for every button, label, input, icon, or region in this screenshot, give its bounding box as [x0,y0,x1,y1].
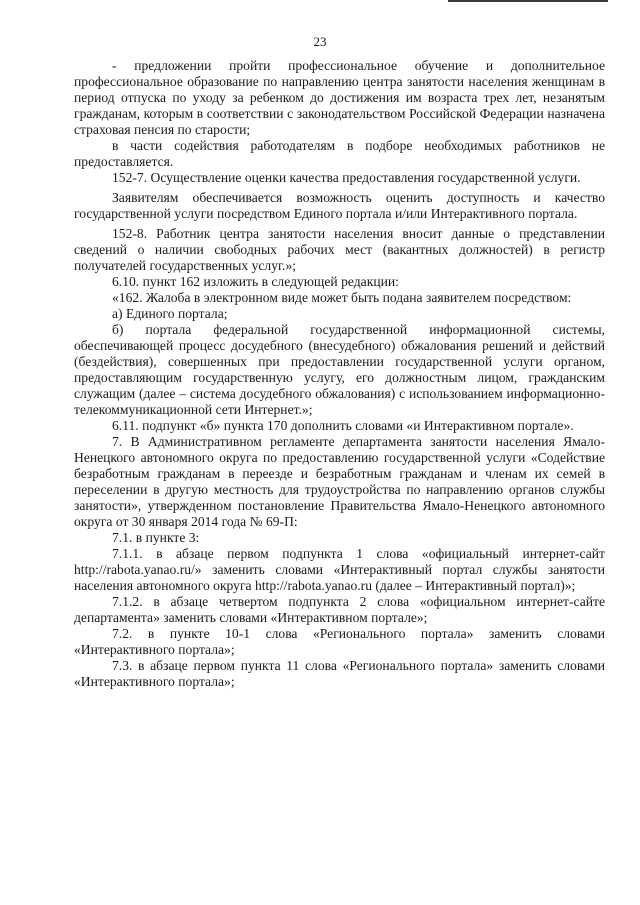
paragraph-6-11: 6.11. подпункт «б» пункта 170 дополнить словами «и Интерактивном портале». [112,418,574,433]
paragraph-152-8: 152-8. Работник центра занятости населения вносит данные о представлении сведений о наличии свободных рабочих мест (вакантных должностей) в регистр получателей государственных услуг.»; [74,226,605,273]
paragraph-7-regulation: 7. В Административном регламенте департамента занятости населения Ямало-Ненецкого автономного округа по предоставлению государственной услуги «Содействие безработным гражданам в переезде и безработным гражданам и членам их семей в переселении в другую местность для трудоустройства по направлению органов службы занятости», утвержденном постановление Правительства Ямало-Ненецкого автономного округа от 30 января 2014 года № 69-П: [74,434,605,529]
paragraph-bullet-training: - предложении пройти профессиональное обучение и дополнительное профессиональное образование по направлению центра занятости населения женщинам в период отпуска по уходу за ребенком до достижения им возраста трех лет, незанятым гражданам, которым в соответствии с законодательством Российской Федерации назначена страховая пенсия по старости; [74,58,605,137]
scan-edge-mark [448,0,608,2]
paragraph-7-1-2: 7.1.2. в абзаце четвертом подпункта 2 слова «официальном интернет-сайте департамента» заменить словами «Интерактивном портале»; [74,594,605,625]
page-number: 23 [313,34,327,49]
paragraph-7-1: 7.1. в пункте 3: [112,530,200,545]
paragraph-applicants-evaluation: Заявителям обеспечивается возможность оценить доступность и качество государственной услуги посредством Единого портала и/или Интерактивного портала. [74,190,605,221]
paragraph-7-3: 7.3. в абзаце первом пункта 11 слова «Регионального портала» заменить словами «Интерактивного портала»; [74,658,605,689]
paragraph-7-1-1: 7.1.1. в абзаце первом подпункта 1 слова «официальный интернет-сайт http://rabota.yanao.ru/» заменить словами «Интерактивный портал службы занятости населения автономного округа http://rabota.yanao.ru (далее – Интерактивный портал)»; [74,546,605,593]
paragraph-item-b: б) портала федеральной государственной информационной системы, обеспечивающей процесс досудебного (внесудебного) обжалования решений и действий (бездействия), совершенных при предоставлении государственной услуги органом, предоставляющим государственную услугу, его должностным лицом, гражданским служащим (далее – система досудебного обжалования) с использованием информационно-телекоммуникационной сети Интернет.»; [74,322,605,417]
paragraph-item-a: а) Единого портала; [112,306,228,321]
paragraph-employer-assistance: в части содействия работодателям в подборе необходимых работников не предоставляется. [74,138,605,169]
paragraph-7-2: 7.2. в пункте 10-1 слова «Регионального портала» заменить словами «Интерактивного портала»; [74,626,605,657]
document-body [74,58,605,690]
paragraph-152-7: 152-7. Осуществление оценки качества предоставления государственной услуги. [112,170,581,185]
paragraph-162-complaint: «162. Жалоба в электронном виде может быть подана заявителем посредством: [112,290,572,305]
paragraph-6-10: 6.10. пункт 162 изложить в следующей редакции: [112,274,399,289]
